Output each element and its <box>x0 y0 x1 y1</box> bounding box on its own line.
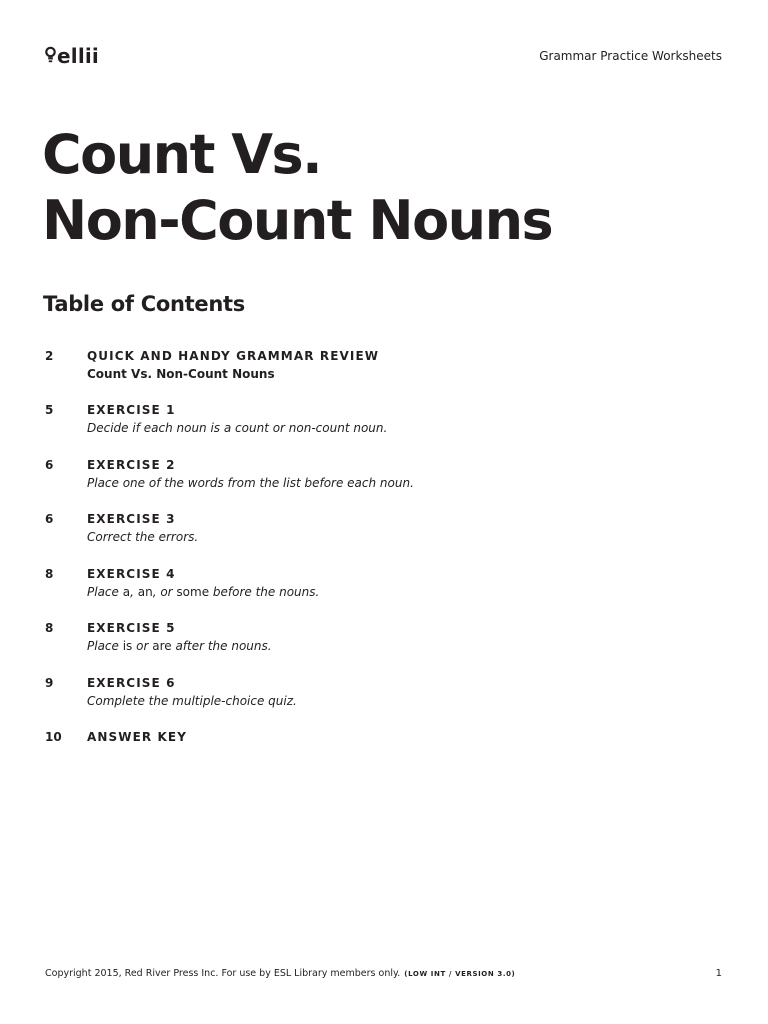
toc-page-number: 6 <box>45 458 54 472</box>
toc-page-number: 8 <box>45 621 54 635</box>
toc-entry-description: Complete the multiple-choice quiz. <box>87 694 297 708</box>
toc-page-number: 5 <box>45 403 54 417</box>
toc-page-number: 9 <box>45 676 54 690</box>
desc-text: or <box>132 639 153 653</box>
series-title: Grammar Practice Worksheets <box>539 49 722 63</box>
logo-text: ellii <box>57 44 99 68</box>
toc-entry-exercise-4 <box>45 565 725 605</box>
toc-entry-exercise-2 <box>45 456 725 496</box>
toc-entry-description <box>87 583 319 601</box>
toc-entry-answer-key <box>45 728 725 768</box>
page-title-line-1: Count Vs. <box>42 123 322 186</box>
toc-entry-label: EXERCISE 4 <box>87 567 176 581</box>
desc-text: , or <box>152 585 177 599</box>
desc-text: before the nouns. <box>209 585 320 599</box>
version-label: (LOW INT / VERSION 3.0) <box>404 970 516 978</box>
toc-page-number: 10 <box>45 730 62 744</box>
toc-entry-description: Correct the errors. <box>87 530 199 544</box>
desc-text: , <box>130 585 138 599</box>
toc-entry-exercise-6 <box>45 674 725 714</box>
footer-page-number: 1 <box>715 968 722 979</box>
toc-page-number: 2 <box>45 349 54 363</box>
toc-heading: Table of Contents <box>43 292 245 316</box>
toc-entry-grammar-review <box>45 347 725 387</box>
toc-entry-exercise-1 <box>45 401 725 441</box>
toc-entry-label: QUICK AND HANDY GRAMMAR REVIEW <box>87 349 380 363</box>
ellii-logo <box>45 44 99 68</box>
desc-text: after the nouns. <box>171 639 272 653</box>
page-title-line-2: Non-Count Nouns <box>42 189 553 252</box>
toc-entry-label: EXERCISE 2 <box>87 458 176 472</box>
lightbulb-icon <box>45 46 56 66</box>
toc-entry-description: Place one of the words from the list before each noun. <box>87 476 414 490</box>
toc-page-number: 6 <box>45 512 54 526</box>
desc-text: Place <box>87 639 123 653</box>
copyright-text: Copyright 2015, Red River Press Inc. For use by ESL Library members only. <box>45 968 401 979</box>
toc-entry-exercise-5 <box>45 619 725 659</box>
toc-entry-description <box>87 637 272 655</box>
footer-copyright <box>45 967 515 981</box>
toc-page-number: 8 <box>45 567 54 581</box>
desc-keyword-an: an <box>137 585 153 599</box>
desc-keyword-are: are <box>152 639 172 653</box>
desc-keyword-some: some <box>176 585 210 599</box>
toc-entry-label: EXERCISE 1 <box>87 403 176 417</box>
toc-entry-exercise-3 <box>45 510 725 550</box>
toc-entry-label: ANSWER KEY <box>87 730 188 744</box>
toc-entry-description: Decide if each noun is a count or non-count noun. <box>87 421 388 435</box>
toc-entry-label: EXERCISE 6 <box>87 676 176 690</box>
toc-entry-label: EXERCISE 5 <box>87 621 176 635</box>
toc-entry-label: EXERCISE 3 <box>87 512 176 526</box>
toc-entry-description: Count Vs. Non-Count Nouns <box>87 367 275 381</box>
desc-keyword-a: a <box>122 585 131 599</box>
desc-keyword-is: is <box>122 639 133 653</box>
page-title <box>42 122 552 254</box>
desc-text: Place <box>87 585 123 599</box>
